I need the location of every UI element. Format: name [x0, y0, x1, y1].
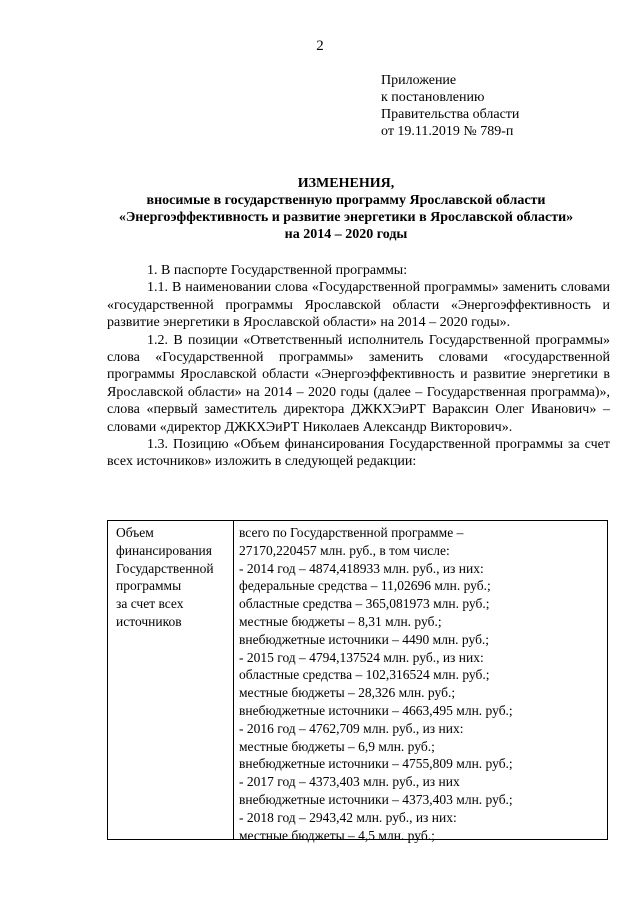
document-heading	[96, 175, 596, 243]
heading-line: ИЗМЕНЕНИЯ,	[297, 176, 395, 191]
paragraph: 1.1. В наименовании слова «Государственной программы» заменить словами «государственной программы Ярославской области «Энергоэффективность и развитие энергетики в Ярославской области» на 2014 – 2020 годы».	[107, 280, 610, 331]
value-line: внебюджетные источники – 4373,403 млн. руб.;	[239, 791, 513, 807]
label-line: Объем	[116, 525, 154, 540]
annex-line: Приложение	[381, 73, 457, 88]
value-line: внебюджетные источники – 4663,495 млн. руб.;	[239, 702, 513, 718]
value-line: - 2014 год – 4874,418933 млн. руб., из них:	[239, 560, 484, 576]
financing-table	[107, 520, 608, 843]
value-line: 27170,220457 млн. руб., в том числе:	[239, 542, 450, 558]
paragraph: 1.3. Позицию «Объем финансирования Государственной программы за счет всех источников» изложить в следующей редакции:	[107, 437, 610, 470]
value-line: местные бюджеты – 28,326 млн. руб.;	[239, 685, 456, 701]
value-line: внебюджетные источники – 4755,809 млн. руб.;	[239, 756, 513, 772]
label-line: Государственной	[116, 560, 214, 576]
value-line: всего по Государственной программе –	[239, 525, 464, 540]
table-label-cell	[108, 521, 234, 839]
annex-line: Правительства области	[381, 107, 520, 122]
body-text	[107, 262, 610, 471]
value-line: - 2016 год – 4762,709 млн. руб., из них:	[239, 720, 464, 736]
value-line: внебюджетные источники – 4490 млн. руб.;	[239, 631, 490, 647]
label-line: источников	[116, 613, 182, 629]
label-line: программы	[116, 578, 182, 594]
annex-line: от 19.11.2019 № 789-п	[381, 124, 514, 139]
label-line: за счет всех	[116, 596, 184, 612]
value-line: областные средства – 365,081973 млн. руб.;	[239, 596, 490, 612]
value-line: - 2017 год – 4373,403 млн. руб., из них	[239, 774, 460, 790]
label-line: финансирования	[116, 542, 212, 558]
annex-block	[381, 72, 519, 140]
annex-line: к постановлению	[381, 90, 485, 105]
paragraph: 1.2. В позиции «Ответственный исполнитель Государственной программы» слова «Государственной программы» заменить словами «государственной программы Ярославской области «Энергоэффективность и развитие энергетики в Ярославской области» на 2014 – 2020 годы (далее – Государственная программа)», слова «первый заместитель директора ДЖКХЭиРТ Вараксин Олег Иванович» – словами «директор ДЖКХЭиРТ Николаев Александр Викторович».	[107, 332, 610, 435]
value-line: местные бюджеты – 4,5 млн. руб.;	[239, 827, 435, 843]
value-line: местные бюджеты – 8,31 млн. руб.;	[239, 613, 442, 629]
heading-line: на 2014 – 2020 годы	[284, 227, 408, 242]
value-line: - 2018 год – 2943,42 млн. руб., из них:	[239, 809, 457, 825]
value-line: областные средства – 102,316524 млн. руб.;	[239, 667, 490, 683]
value-line: - 2015 год – 4794,137524 млн. руб., из них:	[239, 649, 484, 665]
table-value-cell	[234, 521, 607, 843]
value-line: местные бюджеты – 6,9 млн. руб.;	[239, 738, 435, 754]
page-number: 2	[316, 38, 324, 54]
heading-line: вносимые в государственную программу Ярославской области	[146, 193, 546, 208]
value-line: федеральные средства – 11,02696 млн. руб.;	[239, 578, 491, 594]
heading-line: «Энергоэффективность и развитие энергетики в Ярославской области»	[118, 210, 574, 225]
paragraph: 1. В паспорте Государственной программы:	[147, 263, 408, 278]
